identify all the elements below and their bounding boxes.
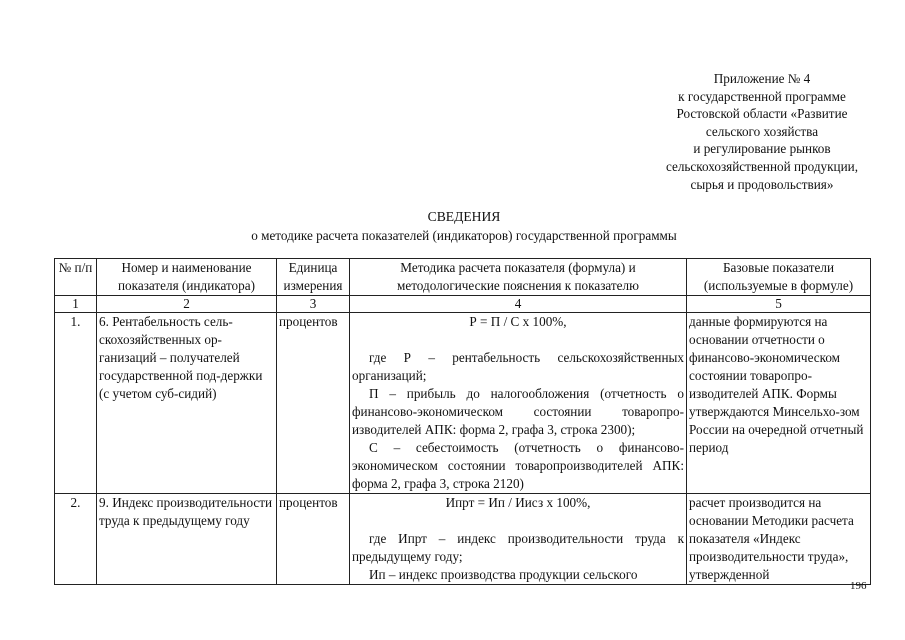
explanation-line: где Р – рентабельность сельскохозяйственных организаций;	[352, 350, 684, 383]
method-cell	[350, 494, 687, 585]
unit-cell: процентов	[277, 313, 350, 494]
table-row	[55, 494, 871, 585]
explanation-line: Ип – индекс производства продукции сельского	[369, 567, 638, 582]
table-row	[55, 313, 871, 494]
page-number: 196	[850, 580, 867, 592]
indicator-name: 6. Рентабельность сель-скохозяйственных ор-ганизаций – получателей государственной под-держки (с учетом суб-сидий)	[97, 313, 277, 494]
formula: Р = П / С х 100%,	[469, 314, 567, 329]
document-subtitle: о методике расчета показателей (индикаторов) государственной программы	[251, 228, 677, 243]
base-indicators-cell: данные формируются на основании отчетности о финансово-экономическом состоянии товаропро-изводителей АПК. Формы утверждаются Минсельхо-зом России на очередной отчетный период	[687, 313, 871, 494]
document-title: СВЕДЕНИЯ	[427, 209, 501, 224]
row-number: 2.	[55, 494, 97, 585]
header-unit: Единица измерения	[277, 259, 350, 296]
method-cell	[350, 313, 687, 494]
header-method: Методика расчета показателя (формула) и методологические пояснения к показателю	[350, 259, 687, 296]
column-number: 3	[277, 296, 350, 313]
explanation-line: где Ипрт – индекс производительности труда к предыдущему году;	[352, 531, 684, 564]
appendix-line: Приложение № 4	[713, 71, 811, 86]
column-number: 1	[55, 296, 97, 313]
explanation-line: С – себестоимость (отчетность о финансово-экономическом состоянии товаропроизводителей АПК: форма 2, графа 3, строка 2120)	[352, 440, 684, 491]
table-header-row	[55, 259, 871, 296]
appendix-line: Ростовской области «Развитие	[676, 106, 848, 122]
base-indicators-cell: расчет производится на основании Методики расчета показателя «Индекс производительности труда», утвержденной	[687, 494, 871, 585]
formula: Ипрт = Ип / Иисз х 100%,	[445, 495, 591, 510]
column-number: 4	[350, 296, 687, 313]
indicator-name: 9. Индекс производительности труда к предыдущему году	[97, 494, 277, 585]
column-number-row	[55, 296, 871, 313]
unit-cell: процентов	[277, 494, 350, 585]
header-num: № п/п	[55, 259, 97, 296]
appendix-line: к государственной программе	[678, 88, 846, 104]
appendix-line: сырья и продовольствия»	[690, 176, 834, 192]
appendix-line: и регулирование рынков	[693, 141, 831, 157]
appendix-line: сельскохозяйственной продукции,	[665, 158, 859, 174]
row-number: 1.	[55, 313, 97, 494]
appendix-line: сельского хозяйства	[705, 123, 819, 139]
appendix-header	[612, 70, 905, 193]
header-name: Номер и наименование показателя (индикатора)	[97, 259, 277, 296]
explanation-line: П – прибыль до налогообложения (отчетность о финансово-экономическом состоянии товаропро-изводителей АПК: форма 2, графа 3, строка 2300);	[352, 386, 684, 437]
header-base: Базовые показатели (используемые в формуле)	[687, 259, 871, 296]
indicators-table	[54, 258, 871, 585]
column-number: 2	[97, 296, 277, 313]
column-number: 5	[687, 296, 871, 313]
